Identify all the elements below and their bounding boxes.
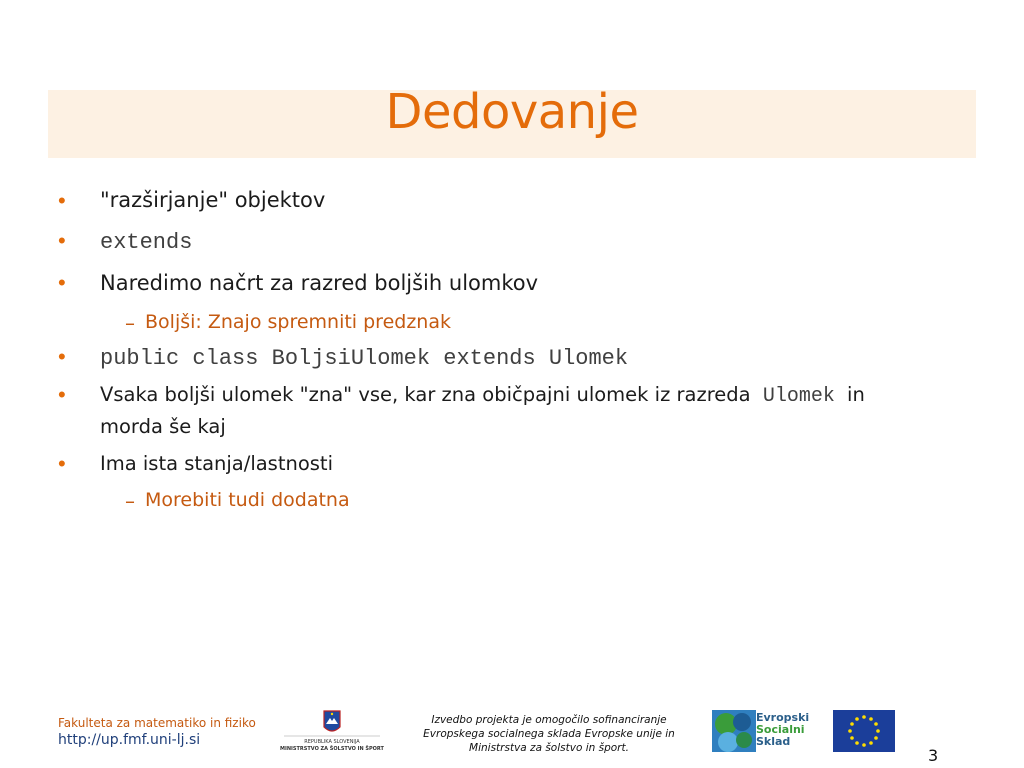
bullet-code-class-decl: public class BoljsiUlomek extends Ulomek — [100, 346, 629, 371]
bullet-code-ulomek: Ulomek — [762, 385, 835, 408]
faculty-url-link[interactable]: http://up.fmf.uni-lj.si — [58, 732, 201, 748]
sub-bullet-text-morebiti: Morebiti tudi dodatna — [145, 489, 350, 511]
funding-line-1: Izvedbo projekta je omogočilo sofinanciranje — [431, 714, 667, 726]
esf-line-1: Evropski — [756, 711, 810, 724]
bullet-marker: • — [58, 270, 66, 295]
bullet-marker: • — [58, 382, 66, 407]
ministry-country: REPUBLIKA SLOVENIJA — [304, 739, 360, 745]
eu-stars — [833, 710, 895, 752]
sub-bullet-text-boljsi: Boljši: Znajo spremniti predznak — [145, 311, 451, 333]
sub-bullet-dash: – — [125, 311, 135, 335]
bullet-text-vsaka-part1: Vsaka boljši ulomek "zna" vse, kar zna običpajni ulomek iz razreda — [100, 383, 751, 406]
bullet-text-vsaka — [100, 383, 865, 408]
page-number: 3 — [928, 746, 939, 765]
bullet-marker: • — [58, 228, 66, 253]
bullet-text-ima: Ima ista stanja/lastnosti — [100, 452, 334, 475]
esf-text — [756, 712, 809, 748]
sub-bullet-dash: – — [125, 489, 135, 513]
eu-flag-icon — [833, 710, 895, 752]
bullet-text-naredimo: Naredimo načrt za razred boljših ulomkov — [100, 271, 539, 295]
ministry-name: MINISTRSTVO ZA ŠOLSTVO IN ŠPORT — [280, 746, 384, 752]
ministry-logo — [280, 709, 384, 753]
bullet-marker: • — [58, 451, 66, 476]
slovenia-coat-of-arms-icon — [280, 709, 384, 739]
esf-line-2: Socialni — [756, 723, 805, 736]
bullet-text-vsaka-line2: morda še kaj — [100, 415, 226, 438]
esf-line-3: Sklad — [756, 735, 791, 748]
esf-logo — [712, 710, 812, 752]
funding-notice — [396, 713, 702, 755]
european-social-fund-logo — [712, 710, 756, 752]
bullet-marker: • — [58, 188, 66, 213]
faculty-name: Fakulteta za matematiko in fiziko — [58, 716, 256, 730]
bullet-marker: • — [58, 344, 66, 369]
bullet-code-extends: extends — [100, 230, 193, 255]
footer-faculty-block — [58, 716, 256, 748]
slide-title: Dedovanje — [385, 84, 639, 140]
funding-line-3: Ministrstva za šolstvo in šport. — [469, 742, 629, 754]
bullet-text-razsirjanje: "razširjanje" objektov — [100, 188, 326, 212]
bullet-text-vsaka-part2: in — [847, 383, 865, 406]
funding-line-2: Evropskega socialnega sklada Evropske unije in — [423, 728, 675, 740]
